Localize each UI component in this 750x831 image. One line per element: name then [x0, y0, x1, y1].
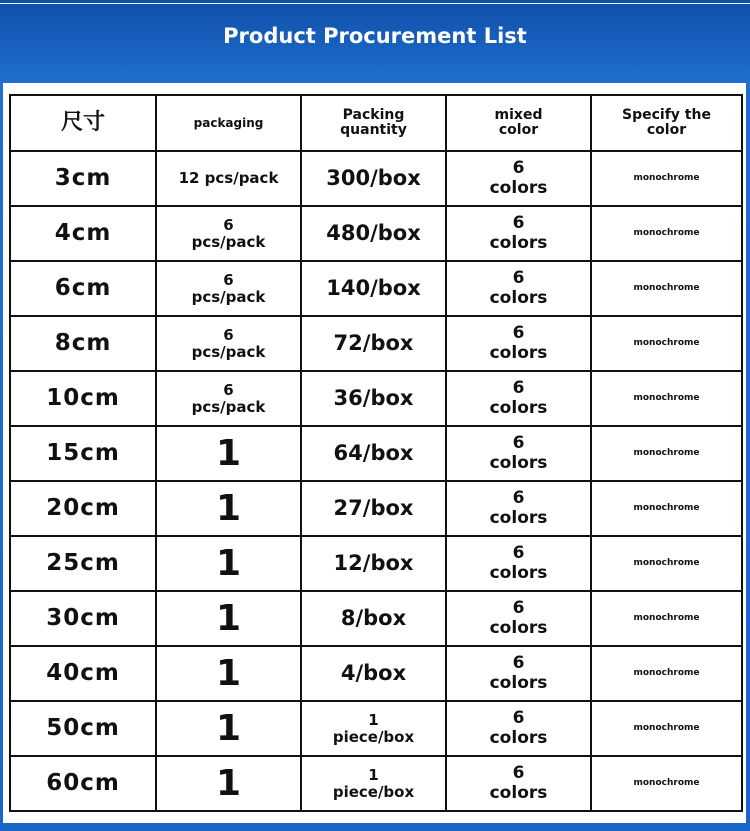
specify-color-cell: monochrome — [591, 756, 742, 811]
size-cell: 60cm — [10, 756, 156, 811]
specify-color-cell: monochrome — [591, 536, 742, 591]
table-row — [10, 646, 742, 701]
quantity-cell: 27/box — [301, 481, 446, 536]
mixed-color-cell: 6 colors — [446, 536, 591, 591]
packaging-cell: 12 pcs/pack — [156, 151, 301, 206]
header-mixed-color: mixed color — [446, 95, 591, 151]
mixed-color-cell: 6 colors — [446, 371, 591, 426]
packaging-cell: 6 pcs/pack — [156, 261, 301, 316]
page-title: Product Procurement List — [223, 24, 527, 48]
specify-color-cell: monochrome — [591, 151, 742, 206]
table-row — [10, 316, 742, 371]
mixed-color-cell: 6 colors — [446, 426, 591, 481]
mixed-color-cell: 6 colors — [446, 701, 591, 756]
packaging-cell: 6 pcs/pack — [156, 206, 301, 261]
packaging-cell: 1 — [156, 591, 301, 646]
quantity-cell: 140/box — [301, 261, 446, 316]
size-cell: 4cm — [10, 206, 156, 261]
mixed-color-cell: 6 colors — [446, 151, 591, 206]
table-row — [10, 151, 742, 206]
specify-color-cell: monochrome — [591, 261, 742, 316]
size-cell: 3cm — [10, 151, 156, 206]
specify-color-cell: monochrome — [591, 591, 742, 646]
table-row — [10, 261, 742, 316]
packaging-cell: 1 — [156, 701, 301, 756]
quantity-cell: 72/box — [301, 316, 446, 371]
size-cell: 50cm — [10, 701, 156, 756]
packaging-cell: 1 — [156, 426, 301, 481]
quantity-cell: 12/box — [301, 536, 446, 591]
quantity-cell: 36/box — [301, 371, 446, 426]
specify-color-cell: monochrome — [591, 646, 742, 701]
packaging-cell: 1 — [156, 536, 301, 591]
size-cell: 40cm — [10, 646, 156, 701]
specify-color-cell: monochrome — [591, 371, 742, 426]
packaging-cell: 6 pcs/pack — [156, 316, 301, 371]
header-size: 尺寸 — [10, 95, 156, 151]
mixed-color-cell: 6 colors — [446, 481, 591, 536]
size-cell: 6cm — [10, 261, 156, 316]
mixed-color-cell: 6 colors — [446, 261, 591, 316]
table-row — [10, 591, 742, 646]
specify-color-cell: monochrome — [591, 701, 742, 756]
table-row — [10, 371, 742, 426]
quantity-cell: 1 piece/box — [301, 756, 446, 811]
size-cell: 8cm — [10, 316, 156, 371]
header-packing-quantity: Packing quantity — [301, 95, 446, 151]
size-cell: 10cm — [10, 371, 156, 426]
table-row — [10, 536, 742, 591]
size-cell: 20cm — [10, 481, 156, 536]
packaging-cell: 6 pcs/pack — [156, 371, 301, 426]
table-row — [10, 756, 742, 811]
quantity-cell: 4/box — [301, 646, 446, 701]
size-cell: 25cm — [10, 536, 156, 591]
quantity-cell: 480/box — [301, 206, 446, 261]
quantity-cell: 64/box — [301, 426, 446, 481]
packaging-cell: 1 — [156, 481, 301, 536]
table-row — [10, 481, 742, 536]
specify-color-cell: monochrome — [591, 481, 742, 536]
packaging-cell: 1 — [156, 756, 301, 811]
table-row — [10, 426, 742, 481]
mixed-color-cell: 6 colors — [446, 646, 591, 701]
mixed-color-cell: 6 colors — [446, 316, 591, 371]
table-row — [10, 206, 742, 261]
header-packaging: packaging — [156, 95, 301, 151]
header-row — [10, 95, 742, 151]
mixed-color-cell: 6 colors — [446, 206, 591, 261]
size-cell: 30cm — [10, 591, 156, 646]
quantity-cell: 300/box — [301, 151, 446, 206]
quantity-cell: 1 piece/box — [301, 701, 446, 756]
table-row — [10, 701, 742, 756]
top-divider — [0, 3, 750, 4]
procurement-table — [9, 94, 743, 812]
packaging-cell: 1 — [156, 646, 301, 701]
specify-color-cell: monochrome — [591, 206, 742, 261]
specify-color-cell: monochrome — [591, 426, 742, 481]
quantity-cell: 8/box — [301, 591, 446, 646]
mixed-color-cell: 6 colors — [446, 756, 591, 811]
specify-color-cell: monochrome — [591, 316, 742, 371]
mixed-color-cell: 6 colors — [446, 591, 591, 646]
size-cell: 15cm — [10, 426, 156, 481]
header-specify-color: Specify the color — [591, 95, 742, 151]
